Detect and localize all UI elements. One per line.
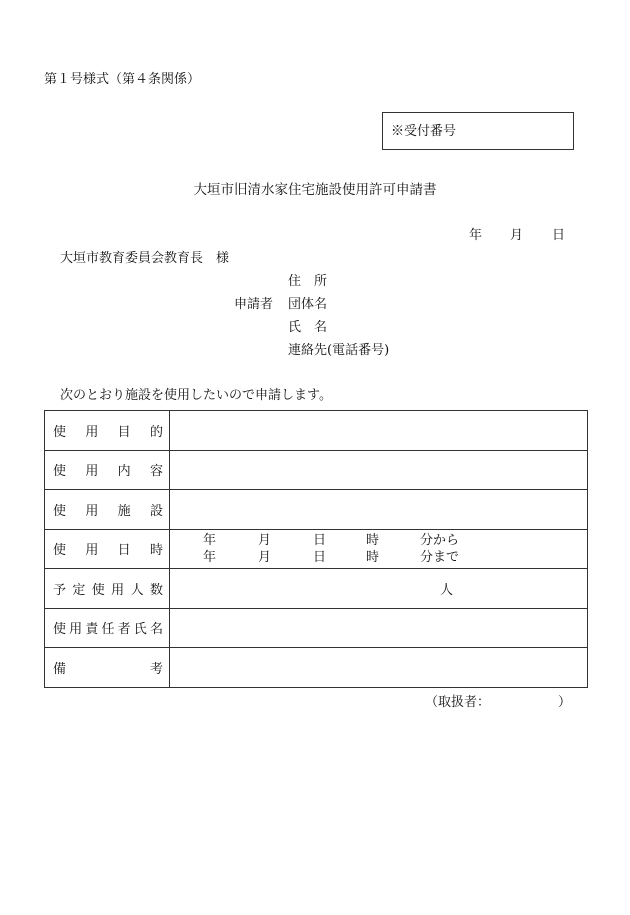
organization-label: 団体名 <box>288 297 328 312</box>
persons-unit: 人 <box>440 582 454 598</box>
name-label: 氏 名 <box>288 320 328 335</box>
table-row-datetime <box>45 529 588 569</box>
facility-field[interactable] <box>170 490 588 530</box>
facility-label: 使 用 施 設 <box>45 490 170 530</box>
persons-label: 予 定 使 用 人 数 <box>45 569 170 609</box>
recipient: 大垣市教育委員会教育長 様 <box>60 251 230 266</box>
reception-number-box <box>382 112 574 150</box>
responsible-label: 使 用 責 任 者 氏 名 <box>45 608 170 648</box>
datetime-to-row: 年 月 日 時 分まで <box>203 549 460 565</box>
content-field[interactable] <box>170 450 588 490</box>
persons-field[interactable] <box>170 569 588 609</box>
content-label: 使 用 内 容 <box>45 450 170 490</box>
table-row-persons <box>45 569 588 609</box>
handler-note <box>425 691 571 710</box>
table-row-remarks <box>45 648 588 688</box>
application-table <box>44 410 588 688</box>
date-day-label: 日 <box>552 228 566 243</box>
applicant-label: 申請者 <box>234 297 274 312</box>
handler-open: （取扱者： <box>425 695 491 710</box>
purpose-label: 使 用 目 的 <box>45 411 170 451</box>
table-row-facility <box>45 490 588 530</box>
datetime-field[interactable] <box>170 529 588 569</box>
table-row-purpose <box>45 411 588 451</box>
reception-number-label: ※受付番号 <box>391 124 457 139</box>
application-statement: 次のとおり施設を使用したいので申請します。 <box>60 388 332 403</box>
purpose-field[interactable] <box>170 411 588 451</box>
date-month-label: 月 <box>510 228 524 243</box>
remarks-field[interactable] <box>170 648 588 688</box>
table-row-responsible <box>45 608 588 648</box>
remarks-label: 備 考 <box>45 648 170 688</box>
responsible-field[interactable] <box>170 608 588 648</box>
table-row-content <box>45 450 588 490</box>
address-label: 住 所 <box>288 274 328 289</box>
handler-close: ） <box>558 695 572 710</box>
date-year-label: 年 <box>469 228 483 243</box>
form-number: 第１号様式（第４条関係） <box>44 72 201 87</box>
form-title: 大垣市旧清水家住宅施設使用許可申請書 <box>193 182 437 198</box>
datetime-from-row: 年 月 日 時 分から <box>203 532 460 548</box>
contact-label: 連絡先(電話番号) <box>288 343 390 358</box>
datetime-label: 使 用 日 時 <box>45 529 170 569</box>
